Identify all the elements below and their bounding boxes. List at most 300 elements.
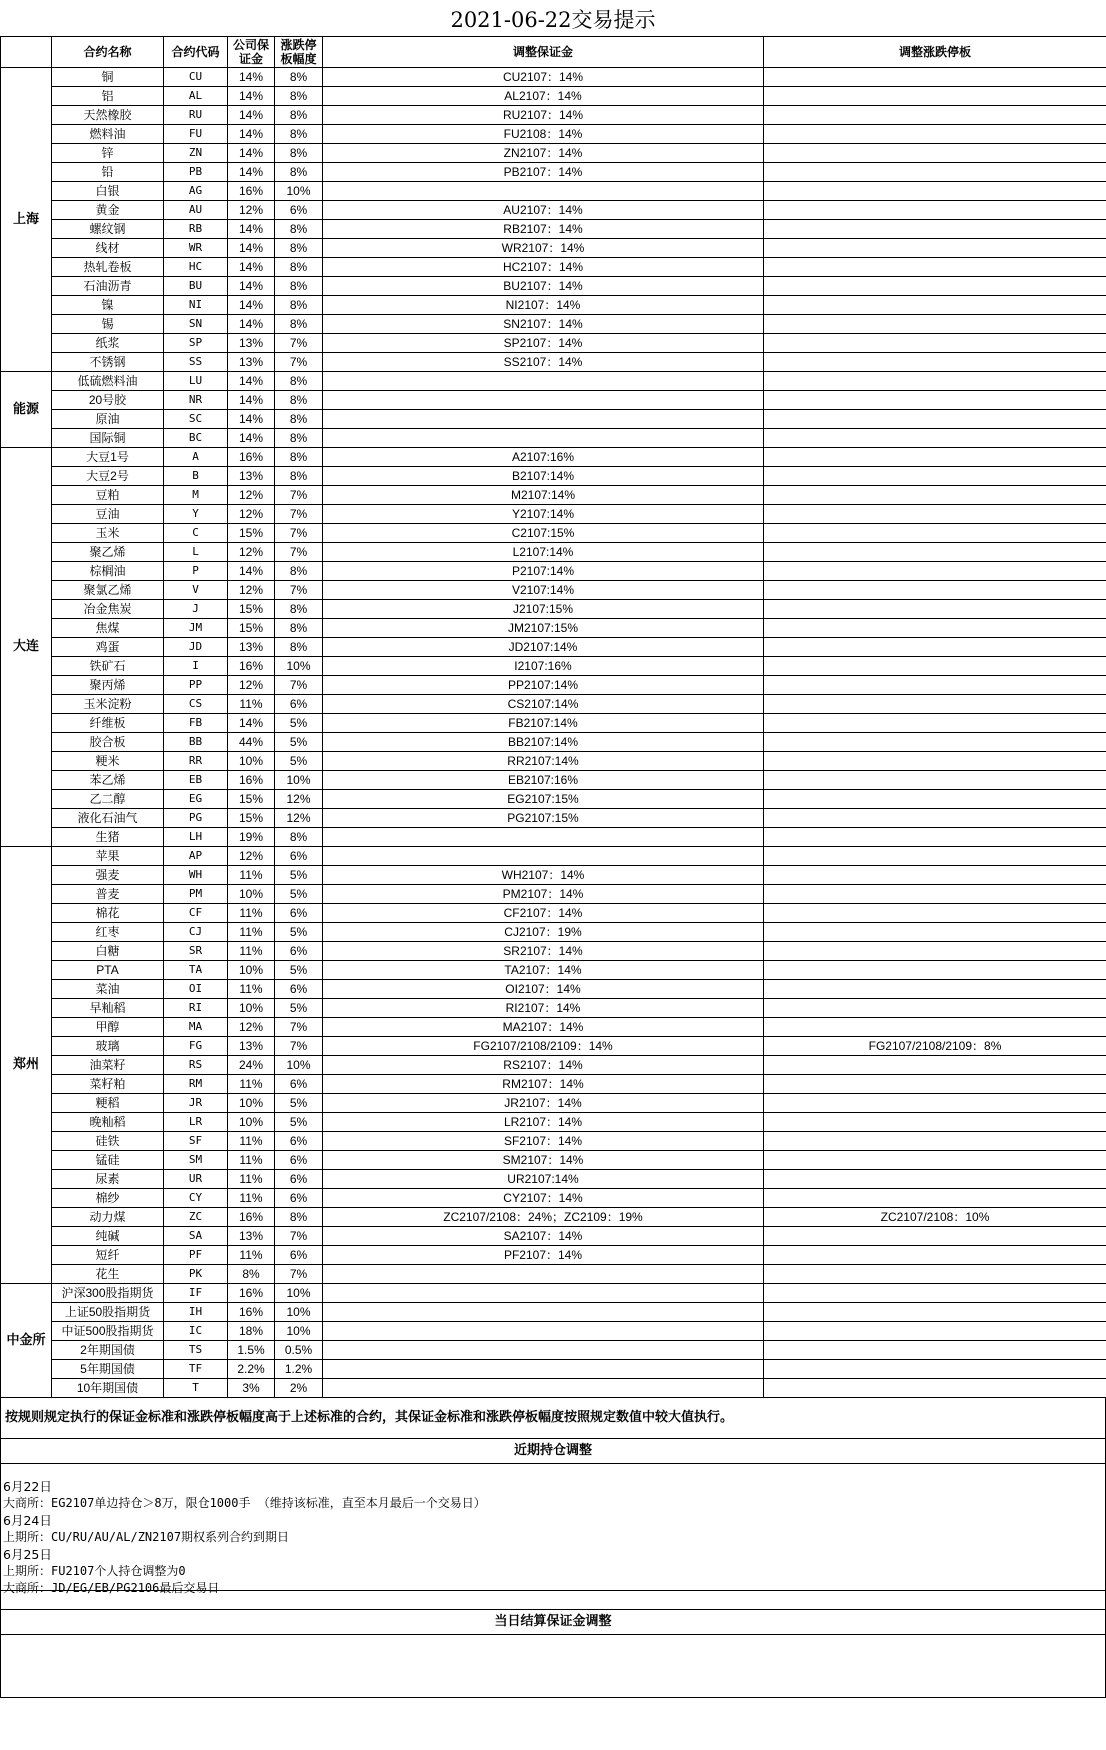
adjusted-margin: BB2107:14% [323, 733, 764, 752]
table-row [1, 980, 1106, 999]
contract-name: 线材 [52, 239, 164, 258]
adjusted-margin [323, 182, 764, 201]
table-row [1, 467, 1106, 486]
company-margin: 14% [228, 315, 275, 334]
header-exchange [1, 37, 52, 68]
contract-code: RS [164, 1056, 228, 1075]
company-margin: 16% [228, 1284, 275, 1303]
contract-name: 红枣 [52, 923, 164, 942]
limit-range: 7% [275, 543, 323, 562]
limit-range: 8% [275, 144, 323, 163]
adjusted-limit [764, 771, 1106, 790]
adjusted-margin: PB2107：14% [323, 163, 764, 182]
position-adjust-list [0, 1464, 1106, 1595]
contract-name: 黄金 [52, 201, 164, 220]
adjusted-limit [764, 619, 1106, 638]
contract-name: 胶合板 [52, 733, 164, 752]
contract-name: 沪深300股指期货 [52, 1284, 164, 1303]
contract-code: SR [164, 942, 228, 961]
contract-name: 铁矿石 [52, 657, 164, 676]
adjusted-margin: SN2107：14% [323, 315, 764, 334]
contract-name: 苯乙烯 [52, 771, 164, 790]
contract-name: 锰硅 [52, 1151, 164, 1170]
limit-range: 8% [275, 315, 323, 334]
position-line: 大商所：JD/EG/EB/PG2106最后交易日 [3, 1581, 220, 1595]
table-row [1, 942, 1106, 961]
contract-code: AP [164, 847, 228, 866]
contract-code: AG [164, 182, 228, 201]
table-row [1, 866, 1106, 885]
adjusted-margin [323, 429, 764, 448]
limit-range: 5% [275, 752, 323, 771]
contract-code: TS [164, 1341, 228, 1360]
contract-code: PF [164, 1246, 228, 1265]
adjusted-margin: PM2107：14% [323, 885, 764, 904]
limit-range: 7% [275, 353, 323, 372]
company-margin: 14% [228, 562, 275, 581]
contract-name: 强麦 [52, 866, 164, 885]
table-row [1, 695, 1106, 714]
table-row [1, 524, 1106, 543]
adjusted-margin: EG2107:15% [323, 790, 764, 809]
adjusted-margin: J2107:15% [323, 600, 764, 619]
contract-name: 尿素 [52, 1170, 164, 1189]
company-margin: 12% [228, 1018, 275, 1037]
limit-range: 0.5% [275, 1341, 323, 1360]
limit-range: 6% [275, 942, 323, 961]
limit-range: 5% [275, 714, 323, 733]
contract-code: CY [164, 1189, 228, 1208]
contract-name: 上证50股指期货 [52, 1303, 164, 1322]
adjusted-limit [764, 676, 1106, 695]
table-row [1, 771, 1106, 790]
contract-name: 纯碱 [52, 1227, 164, 1246]
limit-range: 8% [275, 220, 323, 239]
adjusted-margin: NI2107：14% [323, 296, 764, 315]
table-row [1, 1246, 1106, 1265]
company-margin: 16% [228, 1208, 275, 1227]
adjusted-limit [764, 562, 1106, 581]
table-row [1, 619, 1106, 638]
company-margin: 12% [228, 543, 275, 562]
table-row [1, 1094, 1106, 1113]
table-row [1, 391, 1106, 410]
table-row [1, 657, 1106, 676]
company-margin: 15% [228, 600, 275, 619]
adjusted-limit [764, 524, 1106, 543]
settlement-margin-content [0, 1635, 1106, 1698]
adjusted-limit [764, 733, 1106, 752]
position-line: 6月22日 [3, 1479, 52, 1494]
company-margin: 11% [228, 1075, 275, 1094]
table-row [1, 296, 1106, 315]
contract-code: IF [164, 1284, 228, 1303]
adjusted-limit [764, 1265, 1106, 1284]
adjusted-margin: CY2107：14% [323, 1189, 764, 1208]
contract-name: 焦煤 [52, 619, 164, 638]
adjusted-margin: PP2107:14% [323, 676, 764, 695]
contract-code: LH [164, 828, 228, 847]
table-row [1, 809, 1106, 828]
limit-range: 2% [275, 1379, 323, 1398]
table-row [1, 239, 1106, 258]
adjusted-limit [764, 163, 1106, 182]
table-row [1, 277, 1106, 296]
contract-code: RU [164, 106, 228, 125]
contract-code: WH [164, 866, 228, 885]
contract-name: 普麦 [52, 885, 164, 904]
contract-code: SA [164, 1227, 228, 1246]
limit-range: 12% [275, 809, 323, 828]
contract-name: 油菜籽 [52, 1056, 164, 1075]
adjusted-limit [764, 1284, 1106, 1303]
company-margin: 11% [228, 1151, 275, 1170]
adjusted-margin: A2107:16% [323, 448, 764, 467]
company-margin: 12% [228, 486, 275, 505]
limit-range: 10% [275, 1056, 323, 1075]
header-contract-name: 合约名称 [52, 37, 164, 68]
limit-range: 7% [275, 505, 323, 524]
table-row [1, 828, 1106, 847]
limit-range: 8% [275, 429, 323, 448]
adjusted-limit [764, 1151, 1106, 1170]
table-row [1, 144, 1106, 163]
contract-code: JR [164, 1094, 228, 1113]
adjusted-limit [764, 600, 1106, 619]
adjusted-margin: CJ2107：19% [323, 923, 764, 942]
contract-code: V [164, 581, 228, 600]
adjusted-margin [323, 1379, 764, 1398]
contract-code: BU [164, 277, 228, 296]
adjusted-margin: HC2107：14% [323, 258, 764, 277]
company-margin: 16% [228, 657, 275, 676]
position-line: 6月25日 [3, 1547, 52, 1562]
limit-range: 10% [275, 657, 323, 676]
contract-name: 纸浆 [52, 334, 164, 353]
adjusted-margin: SS2107：14% [323, 353, 764, 372]
table-row [1, 87, 1106, 106]
contract-name: 豆粕 [52, 486, 164, 505]
limit-range: 5% [275, 961, 323, 980]
adjusted-margin: PG2107:15% [323, 809, 764, 828]
limit-range: 6% [275, 1075, 323, 1094]
company-margin: 15% [228, 619, 275, 638]
settlement-margin-title: 当日结算保证金调整 [0, 1610, 1106, 1635]
contract-name: 粳米 [52, 752, 164, 771]
adjusted-limit [764, 714, 1106, 733]
limit-range: 7% [275, 1037, 323, 1056]
table-row [1, 353, 1106, 372]
company-margin: 12% [228, 581, 275, 600]
company-margin: 11% [228, 1246, 275, 1265]
header-margin-line-2: 证金 [238, 52, 263, 66]
adjusted-margin [323, 1303, 764, 1322]
company-margin: 14% [228, 87, 275, 106]
contract-code: JM [164, 619, 228, 638]
company-margin: 8% [228, 1265, 275, 1284]
company-margin: 11% [228, 923, 275, 942]
contract-code: SM [164, 1151, 228, 1170]
table-row [1, 201, 1106, 220]
table-row [1, 334, 1106, 353]
adjusted-limit [764, 961, 1106, 980]
contract-name: 热轧卷板 [52, 258, 164, 277]
adjusted-limit [764, 923, 1106, 942]
table-row [1, 182, 1106, 201]
limit-range: 7% [275, 486, 323, 505]
adjusted-limit [764, 239, 1106, 258]
adjusted-limit [764, 258, 1106, 277]
company-margin: 10% [228, 999, 275, 1018]
adjusted-margin: JM2107:15% [323, 619, 764, 638]
contract-name: 苹果 [52, 847, 164, 866]
limit-range: 12% [275, 790, 323, 809]
adjusted-margin [323, 828, 764, 847]
contract-name: 白糖 [52, 942, 164, 961]
adjusted-margin [323, 1341, 764, 1360]
contract-code: ZN [164, 144, 228, 163]
contract-code: PP [164, 676, 228, 695]
table-row [1, 448, 1106, 467]
contract-name: 生猪 [52, 828, 164, 847]
table-row [1, 1075, 1106, 1094]
header-adjusted-margin: 调整保证金 [323, 37, 764, 68]
limit-range: 8% [275, 562, 323, 581]
limit-range: 6% [275, 1246, 323, 1265]
contract-name: 菜油 [52, 980, 164, 999]
adjusted-limit [764, 277, 1106, 296]
adjusted-margin: WR2107：14% [323, 239, 764, 258]
adjusted-margin: RB2107：14% [323, 220, 764, 239]
adjusted-margin: JR2107：14% [323, 1094, 764, 1113]
company-margin: 14% [228, 372, 275, 391]
adjusted-limit [764, 999, 1106, 1018]
company-margin: 14% [228, 296, 275, 315]
position-adjust-title: 近期持仓调整 [0, 1439, 1106, 1464]
contract-name: 豆油 [52, 505, 164, 524]
table-row [1, 258, 1106, 277]
limit-range: 8% [275, 163, 323, 182]
limit-range: 7% [275, 676, 323, 695]
contract-code: FG [164, 1037, 228, 1056]
company-margin: 14% [228, 144, 275, 163]
table-row [1, 429, 1106, 448]
adjusted-limit [764, 752, 1106, 771]
contract-code: IC [164, 1322, 228, 1341]
adjusted-margin: RM2107：14% [323, 1075, 764, 1094]
limit-range: 8% [275, 258, 323, 277]
limit-range: 8% [275, 410, 323, 429]
company-margin: 10% [228, 885, 275, 904]
page-title: 2021-06-22交易提示 [450, 8, 656, 32]
company-margin: 14% [228, 714, 275, 733]
contract-name: 棕榈油 [52, 562, 164, 581]
contract-code: MA [164, 1018, 228, 1037]
adjusted-margin: C2107:15% [323, 524, 764, 543]
adjusted-limit [764, 1113, 1106, 1132]
adjusted-margin: RR2107:14% [323, 752, 764, 771]
adjusted-limit [764, 448, 1106, 467]
table-row [1, 505, 1106, 524]
adjusted-limit [764, 1360, 1106, 1379]
company-margin: 13% [228, 353, 275, 372]
adjusted-margin: B2107:14% [323, 467, 764, 486]
table-row [1, 752, 1106, 771]
contract-name: 棉花 [52, 904, 164, 923]
company-margin: 19% [228, 828, 275, 847]
adjusted-limit [764, 1018, 1106, 1037]
table-row [1, 1284, 1106, 1303]
adjusted-limit [764, 1246, 1106, 1265]
company-margin: 14% [228, 258, 275, 277]
company-margin: 11% [228, 695, 275, 714]
adjusted-limit [764, 486, 1106, 505]
company-margin: 11% [228, 1132, 275, 1151]
limit-range: 10% [275, 771, 323, 790]
adjusted-margin: PF2107：14% [323, 1246, 764, 1265]
adjusted-limit [764, 809, 1106, 828]
company-margin: 14% [228, 391, 275, 410]
table-row [1, 1227, 1106, 1246]
adjusted-limit [764, 68, 1106, 87]
adjusted-margin: UR2107:14% [323, 1170, 764, 1189]
table-row [1, 106, 1106, 125]
adjusted-margin: CU2107：14% [323, 68, 764, 87]
contract-name: 鸡蛋 [52, 638, 164, 657]
adjusted-margin: AU2107：14% [323, 201, 764, 220]
contract-code: CS [164, 695, 228, 714]
contract-code: Y [164, 505, 228, 524]
company-margin: 10% [228, 961, 275, 980]
adjusted-margin: I2107:16% [323, 657, 764, 676]
contract-code: JD [164, 638, 228, 657]
limit-range: 5% [275, 885, 323, 904]
header-company-margin [228, 37, 275, 68]
limit-range: 5% [275, 866, 323, 885]
company-margin: 11% [228, 980, 275, 999]
table-row [1, 68, 1106, 87]
limit-range: 10% [275, 182, 323, 201]
contract-code: PK [164, 1265, 228, 1284]
position-line: 大商所：EG2107单边持仓＞8万，限仓1000手 （维持该标准，直至本月最后一个交易日） [3, 1496, 486, 1510]
adjusted-limit [764, 315, 1106, 334]
company-margin: 44% [228, 733, 275, 752]
adjusted-margin [323, 391, 764, 410]
adjusted-limit [764, 1341, 1106, 1360]
contract-code: TF [164, 1360, 228, 1379]
contract-name: 液化石油气 [52, 809, 164, 828]
company-margin: 13% [228, 1227, 275, 1246]
adjusted-limit [764, 334, 1106, 353]
table-row [1, 638, 1106, 657]
table-row [1, 562, 1106, 581]
limit-range: 6% [275, 904, 323, 923]
contract-name: 玉米淀粉 [52, 695, 164, 714]
contract-code: A [164, 448, 228, 467]
adjusted-limit [764, 410, 1106, 429]
contract-code: HC [164, 258, 228, 277]
contract-code: TA [164, 961, 228, 980]
adjusted-limit [764, 1322, 1106, 1341]
company-margin: 15% [228, 809, 275, 828]
adjusted-limit [764, 125, 1106, 144]
contract-code: P [164, 562, 228, 581]
table-row [1, 1265, 1106, 1284]
contract-code: WR [164, 239, 228, 258]
contract-name: 不锈钢 [52, 353, 164, 372]
limit-range: 7% [275, 1018, 323, 1037]
adjusted-margin: LR2107：14% [323, 1113, 764, 1132]
position-line: 6月24日 [3, 1513, 52, 1528]
table-row [1, 1303, 1106, 1322]
table-row [1, 923, 1106, 942]
contract-name: 锌 [52, 144, 164, 163]
adjusted-margin: Y2107:14% [323, 505, 764, 524]
contract-code: PG [164, 809, 228, 828]
table-row [1, 790, 1106, 809]
adjusted-margin [323, 847, 764, 866]
adjusted-limit [764, 543, 1106, 562]
table-row [1, 733, 1106, 752]
contract-code: RM [164, 1075, 228, 1094]
contract-code: BC [164, 429, 228, 448]
adjusted-margin: FB2107:14% [323, 714, 764, 733]
limit-range: 6% [275, 1132, 323, 1151]
adjusted-limit [764, 638, 1106, 657]
company-margin: 14% [228, 410, 275, 429]
limit-range: 8% [275, 106, 323, 125]
adjusted-limit [764, 866, 1106, 885]
limit-range: 7% [275, 1227, 323, 1246]
exchange-name: 能源 [1, 372, 52, 448]
contract-code: RB [164, 220, 228, 239]
adjusted-limit [764, 885, 1106, 904]
adjusted-margin: EB2107:16% [323, 771, 764, 790]
company-margin: 1.5% [228, 1341, 275, 1360]
adjusted-margin [323, 410, 764, 429]
company-margin: 14% [228, 239, 275, 258]
adjusted-margin: RS2107：14% [323, 1056, 764, 1075]
company-margin: 2.2% [228, 1360, 275, 1379]
contract-code: L [164, 543, 228, 562]
table-row [1, 315, 1106, 334]
table-row [1, 543, 1106, 562]
contract-name: 聚乙烯 [52, 543, 164, 562]
adjusted-limit [764, 1189, 1106, 1208]
adjusted-limit [764, 1303, 1106, 1322]
company-margin: 13% [228, 334, 275, 353]
header-limit-range [275, 37, 323, 68]
table-row [1, 904, 1106, 923]
table-row [1, 961, 1106, 980]
limit-range: 8% [275, 619, 323, 638]
company-margin: 10% [228, 1094, 275, 1113]
table-row [1, 999, 1106, 1018]
adjusted-limit [764, 980, 1106, 999]
adjusted-limit [764, 296, 1106, 315]
table-row [1, 885, 1106, 904]
contract-code: SN [164, 315, 228, 334]
limit-range: 5% [275, 733, 323, 752]
contract-code: UR [164, 1170, 228, 1189]
adjusted-limit [764, 220, 1106, 239]
table-row [1, 1056, 1106, 1075]
contract-code: BB [164, 733, 228, 752]
contract-name: 棉纱 [52, 1189, 164, 1208]
contract-name: 铜 [52, 68, 164, 87]
limit-range: 6% [275, 1189, 323, 1208]
contract-name: 原油 [52, 410, 164, 429]
